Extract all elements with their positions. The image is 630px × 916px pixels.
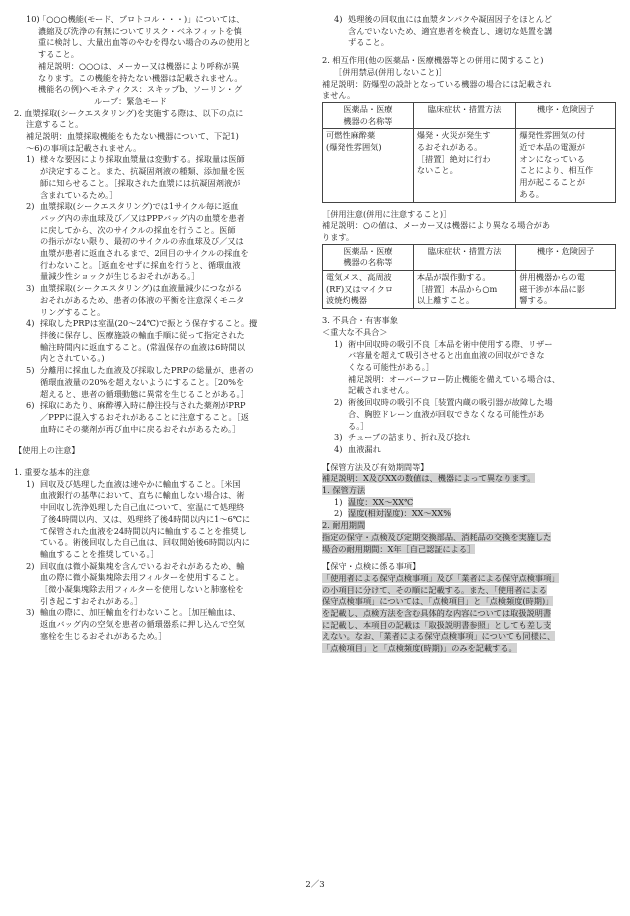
text-line: て保管された血液を24時間以内に輸血することを推奨し	[40, 525, 247, 536]
note-line: 補足説明：○の値は、メーカー又は機器により異なる場合があ	[322, 220, 551, 231]
item-number: 2)	[26, 201, 35, 212]
text-line: 「点検項目」と「点検頻度(時期)」のみを記載する。	[322, 643, 517, 654]
sub-item	[14, 400, 311, 435]
subsection-title: ＜重大な不具合＞	[322, 326, 388, 337]
text-line: 血時にその薬剤が再び血中に戻るおそれがあるため。］	[40, 423, 241, 434]
text-line: 内とされている。)	[40, 353, 105, 364]
text-line: 指定の保守・点検及び定期交換部品、消耗品の交換を実施した	[322, 531, 552, 542]
text-line: 師に知らせること。［採取された血漿には抗凝固剤液が	[40, 177, 241, 188]
text-line: 「使用者による保守点検事項」及び「業者による保守点検事項」	[322, 572, 560, 583]
item-number: 1)	[334, 496, 343, 507]
note-line: 補足説明：○○○は、メーカー又は機器により呼称が異	[38, 60, 240, 71]
sub-item	[322, 508, 616, 520]
note-line	[322, 473, 616, 485]
note-line: 補足説明：防爆型の設計となっている機器の場合には記載され	[322, 78, 552, 89]
text-line: ている。術後回収した自己血は、回収開始後6時間以内に	[40, 537, 250, 548]
text-line: リングすること。	[40, 306, 106, 317]
text-line: が決定すること。また、抗凝固剤液の種類、添加量を医	[40, 166, 245, 177]
header-cell: 医薬品・医療 機器の名称等	[323, 102, 414, 128]
section-heading	[322, 520, 616, 532]
text-line: 超えると、患者の循環動態に異常を生じることがある。］	[40, 388, 249, 399]
item-number: 1)	[334, 338, 343, 349]
section-title-maintenance: 【保守・点検に係る事項】	[322, 561, 421, 572]
table-row	[323, 129, 616, 202]
table-cell: 爆発・火災が発生す るおそれがある。 ［措置］絶対に行わ ないこと。	[413, 129, 516, 202]
text-line: を記載し、点検方法を含む具体的な内容については取扱説明書	[322, 608, 552, 619]
text-line: ［微小凝集塊除去用フィルターを使用しないと肺塞栓を	[40, 584, 244, 595]
header-cell: 機序・危険因子	[516, 244, 616, 270]
text-line: 塞栓を生じるおそれがあるため。］	[40, 630, 167, 641]
text-line: ／PPPに混入するおそれがあることに注意すること。［返	[40, 411, 249, 422]
text-line: えない。なお、「業者による保守点検事項」についても同様に、	[322, 631, 556, 642]
text-line: 回収血は微小凝集塊を含んでいるおそれがあるため、輸	[40, 560, 245, 571]
header-cell: 臨床症状・措置方法	[413, 244, 516, 270]
sub-item	[14, 154, 311, 201]
text-line: バ容量を超えて吸引させると出血血液の回収ができな	[348, 350, 545, 361]
sub-item	[14, 318, 311, 365]
text-line: 中回収し洗浄処理した自己血について、室温にて処理終	[40, 502, 245, 513]
section-title-usage: 【使用上の注意】	[14, 445, 80, 456]
section-heading	[322, 485, 616, 497]
text-line: 場合の耐用期間：X年［自己認証による］	[322, 543, 476, 554]
text-line: 血漿採取(シークエスタリング)は血液量減少につながる	[40, 283, 243, 294]
note-line: 記載されません。	[348, 385, 414, 396]
right-column	[322, 14, 616, 655]
text-line: バッグ内の赤血球及び／又はPPPバッグ内の血漿を患者	[40, 212, 245, 223]
text-line: の小項目に分けて、その順に記載する。また、「使用者による	[322, 584, 547, 595]
text-line: に戻してから、次のサイクルの採血を行うこと。医師	[40, 224, 236, 235]
item-number: 2)	[26, 560, 35, 571]
text-line: 術中回収時の吸引不良［本品を術中使用する際、リザー	[348, 338, 553, 349]
text-line: 処理後の回収血には血漿タンパクや凝固因子をほとんど	[348, 14, 553, 24]
text-line: 分離用に採血した血液及び採取したPRPの総量が、患者の	[40, 365, 254, 376]
header-cell: 機序・危険因子	[516, 102, 616, 128]
text-line: 重に検討し、大量出血等のやむを得ない場合のみの使用と	[38, 37, 251, 48]
text-line: 了後4時間以内、又は、処理終了後4時間以内に1〜6℃に	[40, 513, 251, 524]
sub-item	[14, 607, 311, 642]
text-line: すること。	[38, 49, 79, 60]
text-line: 血漿が患者に返血されるまで、2回目のサイクルの採血を	[40, 248, 249, 259]
text-line: 量減少性ショックが生じるおそれがある。］	[40, 271, 200, 282]
text-line: 血の際に微小凝集塊除去用フィルターを使用すること。	[40, 572, 244, 583]
note-line: 補足説明：血漿採取機能をもたない機器について、下記1)	[26, 131, 239, 142]
item-number: 3)	[334, 432, 343, 443]
text-line: 血漿採取(シークエスタリング)では1サイクル毎に返血	[40, 201, 239, 212]
note-line: 機能名の例)ヘモネティクス：スキップb、ソーリン・グ	[38, 84, 243, 95]
text-line: 温度：XX〜XX℃	[348, 496, 414, 507]
text-line: 回収及び処理した血液は速やかに輸血すること。［米国	[40, 478, 241, 489]
text-line: 輸注時間内に返血すること。(常温保存の血液は6時間以	[40, 341, 245, 352]
text-line: 合、胸腔ドレーン血液が回収できなくなる可能性があ	[348, 408, 545, 419]
text-line: 行わないこと。［返血をせずに採血を行うと、循環血液	[40, 259, 241, 270]
highlighted-text: 補足説明：X及びXXの数値は、機器によって異なります。	[322, 473, 536, 484]
note-line: 〜6)の事項は記載されません。	[26, 142, 142, 153]
item-number: 1)	[26, 154, 35, 165]
header-cell: 医薬品・医療 機器の名称等	[323, 244, 414, 270]
item-number: 2)	[334, 508, 343, 519]
sub-item	[14, 479, 311, 561]
subsection-title: ［併用禁忌(併用しないこと)］	[334, 66, 447, 77]
text-line: くなる可能性がある。］	[348, 361, 434, 372]
sub-item	[322, 432, 616, 444]
text-line: 血液銀行の基準において、直ちに輸血しない場合は、術	[40, 490, 245, 501]
text-line: 含んでいないため、適宜患者を検査し、適切な処置を講	[348, 25, 553, 36]
item-number: 2)	[334, 397, 343, 408]
item-number: 3)	[26, 283, 35, 294]
page-number: 2／3	[305, 880, 325, 890]
section-heading: 2. 血漿採取(シークエスタリング)を実施する際は、以下の点に	[14, 107, 244, 118]
text-line: 術後回収時の吸引不良［装置内蔵の吸引器が故障した場	[348, 397, 553, 408]
section-heading: 1. 重要な基本的注意	[14, 467, 90, 478]
item-10	[14, 14, 311, 108]
table-cell: 電気メス、高周波 (RF)又はマイクロ 波焼灼機器	[323, 271, 414, 309]
sub-item	[322, 339, 616, 398]
section-title-storage: 【保管方法及び有効期間等】	[322, 461, 429, 472]
text-line: 採取したPRPは室温(20〜24℃)で振とう保存すること。攪	[40, 318, 258, 329]
section-heading: 3. 不具合・有害事象	[322, 315, 398, 326]
item-number: 10)	[26, 14, 40, 24]
item-number: 4)	[334, 14, 343, 24]
item-number: 3)	[26, 607, 35, 618]
contraindication-table	[322, 102, 616, 203]
header-cell: 臨床症状・措置方法	[413, 102, 516, 128]
text-line: 採取にあたり、麻酔導入時に静注投与された薬剤がPRP	[40, 400, 246, 411]
note-line: 補足説明：オーバーフロー防止機能を備えている場合は、	[348, 373, 561, 384]
text-line: 輸血の際に、加圧輸血を行わないこと。［加圧輸血は、	[40, 607, 241, 618]
sub-item	[14, 365, 311, 400]
item-number: 4)	[334, 443, 343, 454]
note-line: なります。この機能を持たない機器は記載されません。	[38, 72, 243, 83]
caution-table	[322, 244, 616, 310]
table-cell: 爆発性雰囲気の付 近で本品の電源が オンになっている ことにより、相互作 用が起こることが ある。	[516, 129, 616, 202]
table-cell: 本品が誤作動する。 ［措置］本品から○m 以上離すこと。	[413, 271, 516, 309]
item-number: 6)	[26, 400, 35, 411]
table-cell: 併用機器からの電 磁干渉が本品に影 響する。	[516, 271, 616, 309]
sub-item	[322, 444, 616, 456]
note-line: ません。	[322, 90, 356, 101]
subsection-title: ［併用注意(併用に注意すること)］	[322, 208, 452, 219]
sub-item	[14, 283, 311, 318]
note-line: ループ：緊急モード	[94, 95, 167, 106]
text-line: 引き起こすおそれがある。］	[40, 595, 143, 606]
text-line: 保守点検事項」については、「点検項目」と「点検頻度(時期)」	[322, 596, 554, 607]
section-plasma-collection	[14, 108, 311, 436]
sub-item	[14, 201, 311, 283]
table-header-row	[323, 244, 616, 270]
text-line: 湿度(相対湿度)：XX〜XX%	[348, 508, 451, 519]
text-line: 含まれているため。］	[40, 189, 118, 200]
highlighted-text: 1. 保管方法	[322, 485, 366, 496]
text-line: の指示がない限り、最初のサイクルの赤血球及び／又は	[40, 236, 244, 247]
text-line: 「○○○機能(モード、プロトコル・・・)」については、	[38, 14, 245, 24]
highlighted-text: 2. 耐用期間	[322, 520, 366, 531]
note-line: ります。	[322, 231, 355, 242]
table-row	[323, 271, 616, 309]
text-line: ずること。	[348, 37, 389, 48]
sub-item	[322, 497, 616, 509]
text-line: 返血バッグ内の空気を患者の循環器系に押し込んで空気	[40, 619, 245, 630]
text-line: 濃縮及び洗浄の有無についてリスク・ベネフィットを慎	[38, 25, 242, 36]
text-line: 拌後に保存し、医療施設の輸血手順に従って指定された	[40, 329, 245, 340]
text-line: チューブの詰まり、折れ及び捻れ	[348, 432, 471, 443]
section-heading: 注意すること。	[26, 119, 84, 130]
section-heading: 2. 相互作用(他の医薬品・医療機器等との併用に関すること)	[322, 55, 544, 66]
text-line: に記載し、本項目の記載は「取扱説明書参照」としても差し支	[322, 619, 552, 630]
sub-item	[14, 561, 311, 608]
item-4	[322, 14, 616, 49]
sub-item	[322, 397, 616, 432]
table-header-row	[323, 102, 616, 128]
table-cell: 可燃性麻酔薬 (爆発性雰囲気)	[323, 129, 414, 202]
text-line: おそれがあるため、患者の体液の平衡を注意深くモニタ	[40, 294, 245, 305]
text-line: 様々な要因により採取血漿量は変動する。採取量は医師	[40, 154, 245, 165]
text-line: 血液漏れ	[348, 443, 381, 454]
item-number: 1)	[26, 478, 35, 489]
text-line: 輸血することを推奨している。］	[40, 548, 159, 559]
item-number: 4)	[26, 318, 35, 329]
item-number: 5)	[26, 365, 35, 376]
left-column	[14, 14, 311, 643]
text-line: 循環血液量の20%を超えないようにすること。［20%を	[40, 376, 245, 387]
text-line: る。］	[348, 420, 369, 431]
